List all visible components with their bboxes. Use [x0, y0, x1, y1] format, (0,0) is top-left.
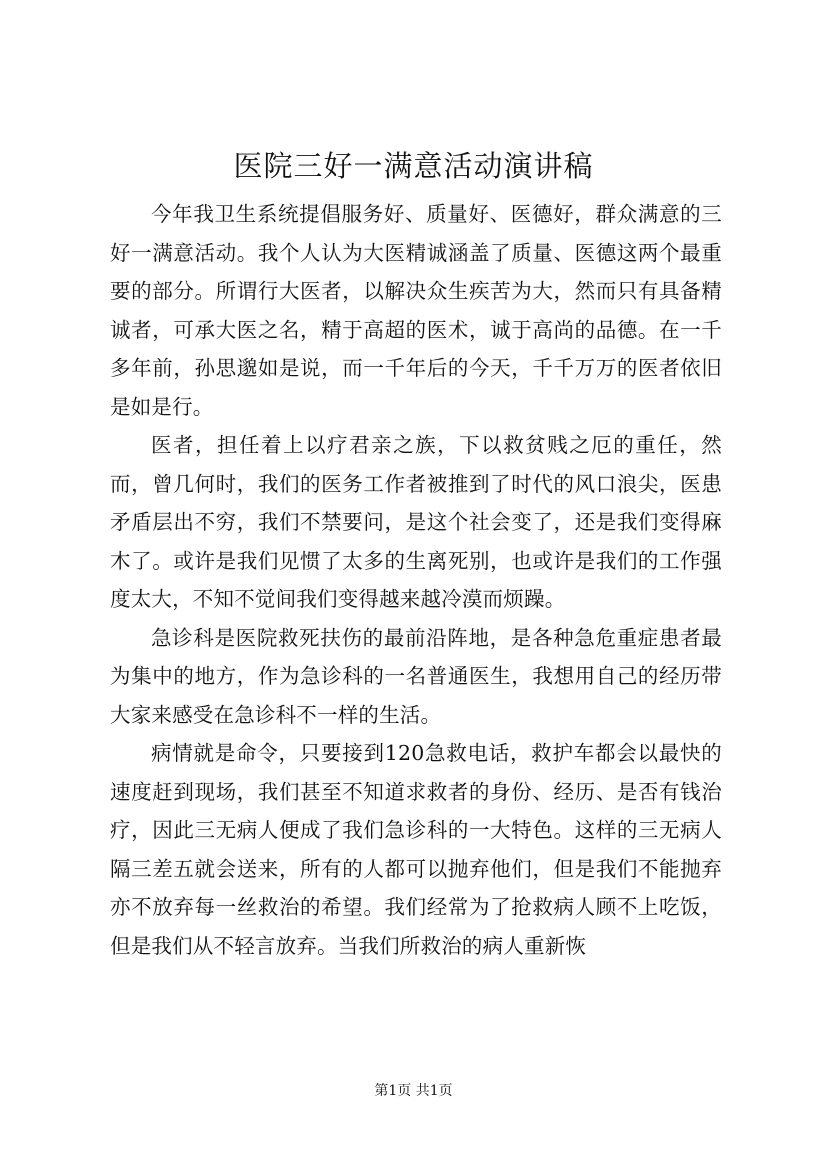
paragraph-1: 今年我卫生系统提倡服务好、质量好、医德好，群众满意的三好一满意活动。我个人认为大医精诚涵盖了质量、医德这两个最重要的部分。所谓行大医者，以解决众生疾苦为大，然而只有具备精诚者，可承大医之名，精于高超的医术，诚于高尚的品德。在一千多年前，孙思邈如是说，而一千年后的今天，千千万万的医者依旧是如是行。	[110, 202, 722, 419]
paragraph-2: 医者，担任着上以疗君亲之族，下以救贫贱之厄的重任，然而，曾几何时，我们的医务工作者被推到了时代的风口浪尖，医患矛盾层出不穷，我们不禁要问，是这个社会变了，还是我们变得麻木了。或许是我们见惯了太多的生离死别，也或许是我们的工作强度太大，不知不觉间我们变得越来越冷漠而烦躁。	[110, 433, 722, 611]
paragraph-3: 急诊科是医院救死扶伤的最前沿阵地，是各种急危重症患者最为集中的地方，作为急诊科的一名普通医生，我想用自己的经历带大家来感受在急诊科不一样的生活。	[110, 625, 722, 727]
document-title: 医院三好一满意活动演讲稿	[233, 149, 594, 183]
paragraph-4: 病情就是命令，只要接到120急救电话，救护车都会以最快的速度赶到现场，我们甚至不知道求救者的身份、经历、是否有钱治疗，因此三无病人便成了我们急诊科的一大特色。这样的三无病人隔三差五就会送来，所有的人都可以抛弃他们，但是我们不能抛弃亦不放弃每一丝救治的希望。我们经常为了抢救病人顾不上吃饭，但是我们从不轻言放弃。当我们所救治的病人重新恢	[110, 741, 722, 958]
document-body	[110, 195, 722, 965]
page-footer: 第1页 共1页	[374, 1083, 453, 1099]
